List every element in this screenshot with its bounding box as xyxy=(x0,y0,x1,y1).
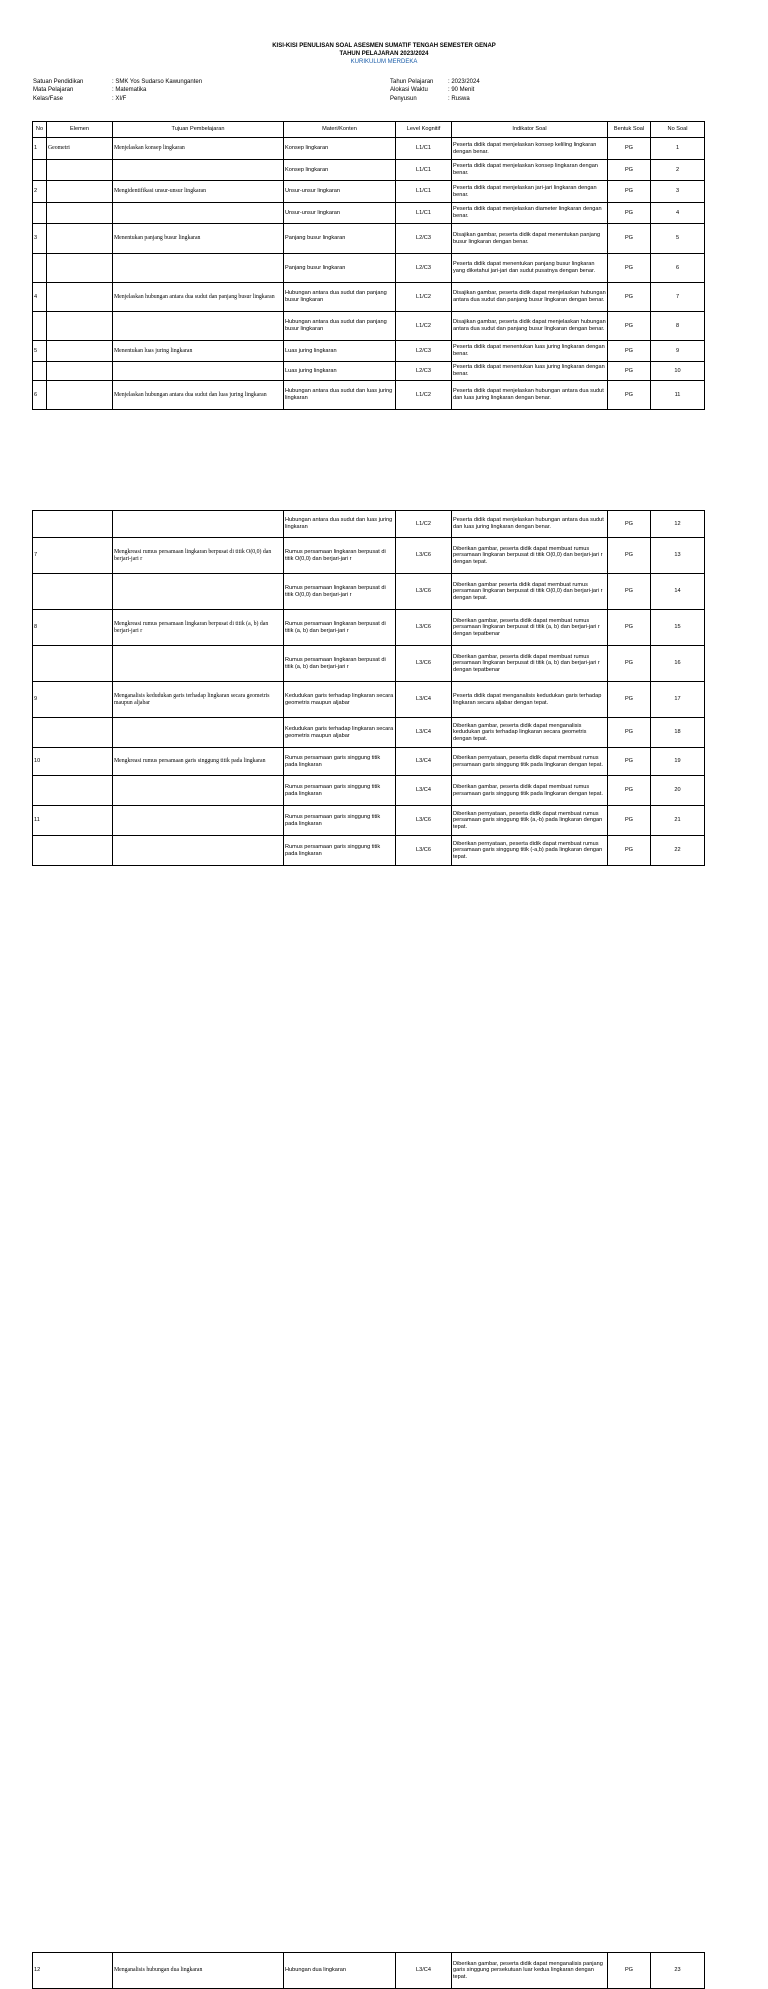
bentuk-cell: PG xyxy=(608,610,651,646)
materi-cell: Rumus persamaan lingkaran berpusat di titik (a, b) dan berjari-jari r xyxy=(284,610,396,646)
nosoal-cell: 15 xyxy=(651,610,705,646)
level-cell: L3/C4 xyxy=(396,718,452,748)
nosoal-cell: 19 xyxy=(651,748,705,776)
tujuan-cell: Menjelaskan hubungan antara dua sudut dan luas juring lingkaran xyxy=(113,381,284,410)
nosoal-cell: 20 xyxy=(651,776,705,806)
bentuk-cell: PG xyxy=(608,138,651,160)
row-number: 3 xyxy=(33,224,47,254)
table-row xyxy=(33,341,705,362)
indikator-cell: Disajikan gambar, peserta didik dapat menentukan panjang busur lingkaran dengan benar. xyxy=(452,224,608,254)
table-row xyxy=(33,254,705,283)
row-number: 9 xyxy=(33,682,113,718)
nosoal-cell: 6 xyxy=(651,254,705,283)
bentuk-cell: PG xyxy=(608,341,651,362)
nosoal-cell: 12 xyxy=(651,511,705,538)
materi-cell: Rumus persamaan lingkaran berpusat di titik O(0,0) dan berjari-jari r xyxy=(284,574,396,610)
grid-table-page-2 xyxy=(32,510,705,866)
row-number: 4 xyxy=(33,283,47,312)
nosoal-cell: 7 xyxy=(651,283,705,312)
indikator-cell: Diberikan gambar, peserta didik dapat membuat rumus persamaan lingkaran berpusat di titik (a, b) dan berjari-jari r dengan tepatbenar xyxy=(452,610,608,646)
meta-label: Penyusun xyxy=(390,95,417,102)
table-row xyxy=(33,574,705,610)
row-number xyxy=(33,836,113,866)
level-cell: L1/C2 xyxy=(396,283,452,312)
meta-right xyxy=(390,78,480,103)
elemen-cell xyxy=(47,203,113,224)
meta-label: Tahun Pelajaran xyxy=(390,79,434,85)
materi-cell: Luas juring lingkaran xyxy=(284,341,396,362)
table-row xyxy=(33,138,705,160)
table-row xyxy=(33,224,705,254)
row-number: 2 xyxy=(33,181,47,203)
table-row xyxy=(33,646,705,682)
table-row xyxy=(33,776,705,806)
nosoal-cell: 21 xyxy=(651,806,705,836)
tujuan-cell: Mengkreasi rumus persamaan garis singgung titik pada lingkaran xyxy=(113,748,284,776)
meta-label: Satuan Pendidikan xyxy=(33,79,84,85)
document-header xyxy=(0,42,768,66)
column-header: No Soal xyxy=(651,122,705,138)
tujuan-cell xyxy=(113,254,284,283)
nosoal-cell: 13 xyxy=(651,538,705,574)
bentuk-cell: PG xyxy=(608,254,651,283)
document-year: TAHUN PELAJARAN 2023/2024 xyxy=(339,51,429,57)
level-cell: L2/C3 xyxy=(396,254,452,283)
table-row xyxy=(33,203,705,224)
row-number: 10 xyxy=(33,748,113,776)
materi-cell: Hubungan antara dua sudut dan panjang busur lingkaran xyxy=(284,312,396,341)
materi-cell: Kedudukan garis terhadap lingkaran secara geometris maupun aljabar xyxy=(284,718,396,748)
level-cell: L3/C6 xyxy=(396,574,452,610)
table-row xyxy=(33,682,705,718)
meta-value: : SMK Yos Sudarso Kawunganten xyxy=(112,79,203,85)
column-header: Bentuk Soal xyxy=(608,122,651,138)
indikator-cell: Diberikan gambar, peserta didik dapat membuat rumus persamaan garis singgung titik pada lingkaran dengan tepat. xyxy=(452,776,608,806)
table-row xyxy=(33,181,705,203)
table-row xyxy=(33,283,705,312)
materi-cell: Unsur-unsur lingkaran xyxy=(284,181,396,203)
tujuan-cell: Mengkreasi rumus persamaan lingkaran berpusat di titik (a, b) dan berjari-jari r xyxy=(113,610,284,646)
level-cell: L1/C1 xyxy=(396,181,452,203)
table-row xyxy=(33,806,705,836)
nosoal-cell: 17 xyxy=(651,682,705,718)
table-row xyxy=(33,362,705,381)
curriculum-label: KURIKULUM MERDEKA xyxy=(350,59,418,65)
materi-cell: Hubungan antara dua sudut dan luas juring lingkaran xyxy=(284,511,396,538)
row-number: 8 xyxy=(33,610,113,646)
materi-cell: Rumus persamaan garis singgung titik pada lingkaran xyxy=(284,806,396,836)
column-header: Level Kognitif xyxy=(396,122,452,138)
materi-cell: Kedudukan garis terhadap lingkaran secara geometris maupun aljabar xyxy=(284,682,396,718)
tujuan-cell xyxy=(113,312,284,341)
indikator-cell: Peserta didik dapat menjelaskan hubungan antara dua sudut dan luas juring lingkaran dengan benar. xyxy=(452,381,608,410)
meta-value: : Ruswa xyxy=(448,95,470,102)
indikator-cell: Diberikan gambar, peserta didik dapat menganalisis kedudukan garis terhadap lingkaran secara geometris dengan tepat. xyxy=(452,718,608,748)
meta-left xyxy=(33,78,202,103)
bentuk-cell: PG xyxy=(608,312,651,341)
tujuan-cell: Menjelaskan hubungan antara dua sudut dan panjang busur lingkaran xyxy=(113,283,284,312)
indikator-cell: Peserta didik dapat menjelaskan hubungan antara dua sudut dan luas juring lingkaran dengan benar. xyxy=(452,511,608,538)
elemen-cell xyxy=(47,381,113,410)
bentuk-cell: PG xyxy=(608,836,651,866)
indikator-cell: Diberikan gambar, peserta didik dapat membuat rumus persamaan lingkaran berpusat di titik O(0,0) dan berjari-jari r dengan tepat. xyxy=(452,538,608,574)
tujuan-cell xyxy=(113,718,284,748)
bentuk-cell: PG xyxy=(608,362,651,381)
tujuan-cell: Menganalisis kedudukan garis terhadap lingkaran secara geometris maupun aljabar xyxy=(113,682,284,718)
elemen-cell xyxy=(47,341,113,362)
indikator-cell: Peserta didik dapat menentukan panjang busur lingkaran yang diketahui jari-jari dan sudut pusatnya dengan benar. xyxy=(452,254,608,283)
level-cell: L1/C1 xyxy=(396,160,452,181)
table-row xyxy=(33,748,705,776)
tujuan-cell: Menjelaskan konsep lingkaran xyxy=(113,138,284,160)
nosoal-cell: 11 xyxy=(651,381,705,410)
bentuk-cell: PG xyxy=(608,181,651,203)
indikator-cell: Disajikan gambar, peserta didik dapat menjelaskan hubungan antara dua sudut dan panjang busur lingkaran dengan benar. xyxy=(452,312,608,341)
indikator-cell: Peserta didik dapat menentukan luas juring lingkaran dengan benar. xyxy=(452,341,608,362)
meta-label: Alokasi Waktu xyxy=(390,87,428,94)
indikator-cell: Diberikan gambar peserta didik dapat membuat rumus persamaan lingkaran berpusat di titik O(0,0) dan berjari-jari r dengan tepat. xyxy=(452,574,608,610)
grid-table-page-3 xyxy=(32,1952,705,1989)
elemen-cell xyxy=(47,181,113,203)
bentuk-cell: PG xyxy=(608,776,651,806)
bentuk-cell: PG xyxy=(608,203,651,224)
document-title: KISI-KISI PENULISAN SOAL ASESMEN SUMATIF TENGAH SEMESTER GENAP xyxy=(272,43,496,49)
materi-cell: Konsep lingkaran xyxy=(284,138,396,160)
materi-cell: Rumus persamaan lingkaran berpusat di titik (a, b) dan berjari-jari r xyxy=(284,646,396,682)
level-cell: L3/C6 xyxy=(396,610,452,646)
level-cell: L3/C6 xyxy=(396,836,452,866)
materi-cell: Hubungan dua lingkaran xyxy=(284,1953,396,1989)
table-row xyxy=(33,538,705,574)
row-number: 5 xyxy=(33,341,47,362)
row-number xyxy=(33,574,113,610)
elemen-cell xyxy=(47,312,113,341)
level-cell: L1/C2 xyxy=(396,381,452,410)
level-cell: L1/C1 xyxy=(396,203,452,224)
level-cell: L3/C4 xyxy=(396,1953,452,1989)
nosoal-cell: 10 xyxy=(651,362,705,381)
indikator-cell: Diberikan gambar, peserta didik dapat membuat rumus persamaan lingkaran berpusat di titik (a, b) dan berjari-jari r dengan tepatbenar xyxy=(452,646,608,682)
nosoal-cell: 5 xyxy=(651,224,705,254)
level-cell: L1/C1 xyxy=(396,138,452,160)
level-cell: L3/C6 xyxy=(396,538,452,574)
column-header: Tujuan Pembelajaran xyxy=(113,122,284,138)
elemen-cell xyxy=(47,254,113,283)
table-row xyxy=(33,312,705,341)
row-number xyxy=(33,776,113,806)
column-header: Elemen xyxy=(47,122,113,138)
level-cell: L3/C4 xyxy=(396,682,452,718)
level-cell: L2/C3 xyxy=(396,341,452,362)
table-row xyxy=(33,718,705,748)
tujuan-cell: Mengidentifikasi unsur-unsur lingkaran xyxy=(113,181,284,203)
nosoal-cell: 16 xyxy=(651,646,705,682)
materi-cell: Konsep lingkaran xyxy=(284,160,396,181)
meta-value: : Matematika xyxy=(112,87,147,94)
materi-cell: Panjang busur lingkaran xyxy=(284,224,396,254)
elemen-cell: Geometri xyxy=(47,138,113,160)
row-number: 11 xyxy=(33,806,113,836)
level-cell: L3/C4 xyxy=(396,776,452,806)
bentuk-cell: PG xyxy=(608,718,651,748)
row-number xyxy=(33,254,47,283)
bentuk-cell: PG xyxy=(608,646,651,682)
nosoal-cell: 18 xyxy=(651,718,705,748)
column-header: Materi/Konten xyxy=(284,122,396,138)
tujuan-cell: Menentukan panjang busur lingkaran xyxy=(113,224,284,254)
bentuk-cell: PG xyxy=(608,224,651,254)
indikator-cell: Diberikan gambar, peserta didik dapat menganalisis panjang garis singgung persekutuan luar kedua lingkaran dengan tepat. xyxy=(452,1953,608,1989)
nosoal-cell: 3 xyxy=(651,181,705,203)
elemen-cell xyxy=(47,362,113,381)
nosoal-cell: 8 xyxy=(651,312,705,341)
bentuk-cell: PG xyxy=(608,381,651,410)
meta-value: : 2023/2024 xyxy=(448,79,480,85)
row-number: 12 xyxy=(33,1953,113,1989)
nosoal-cell: 22 xyxy=(651,836,705,866)
level-cell: L1/C2 xyxy=(396,511,452,538)
indikator-cell: Peserta didik dapat menjelaskan konsep lingkaran dengan benar. xyxy=(452,160,608,181)
column-header: No xyxy=(33,122,47,138)
nosoal-cell: 2 xyxy=(651,160,705,181)
indikator-cell: Peserta didik dapat menentukan luas juring lingkaran dengan benar. xyxy=(452,362,608,381)
level-cell: L3/C4 xyxy=(396,748,452,776)
row-number xyxy=(33,312,47,341)
grid-table-page-1 xyxy=(32,121,705,410)
tujuan-cell xyxy=(113,574,284,610)
meta-label: Kelas/Fase xyxy=(33,95,64,102)
row-number: 7 xyxy=(33,538,113,574)
nosoal-cell: 1 xyxy=(651,138,705,160)
row-number xyxy=(33,511,113,538)
materi-cell: Rumus persamaan garis singgung titik pada lingkaran xyxy=(284,776,396,806)
bentuk-cell: PG xyxy=(608,283,651,312)
bentuk-cell: PG xyxy=(608,574,651,610)
tujuan-cell: Menentukan luas juring lingkaran xyxy=(113,341,284,362)
bentuk-cell: PG xyxy=(608,748,651,776)
table-header-row xyxy=(33,122,705,138)
level-cell: L3/C6 xyxy=(396,806,452,836)
tujuan-cell xyxy=(113,776,284,806)
tujuan-cell xyxy=(113,836,284,866)
indikator-cell: Diberikan pernyataan, peserta didik dapat membuat rumus persamaan garis singgung titik pada lingkaran dengan tepat. xyxy=(452,748,608,776)
table-row xyxy=(33,511,705,538)
materi-cell: Panjang busur lingkaran xyxy=(284,254,396,283)
level-cell: L2/C3 xyxy=(396,224,452,254)
level-cell: L2/C3 xyxy=(396,362,452,381)
materi-cell: Rumus persamaan lingkaran berpusat di titik O(0,0) dan berjari-jari r xyxy=(284,538,396,574)
indikator-cell: Disajikan gambar, peserta didik dapat menjelaskan hubungan antara dua sudut dan panjang busur lingkaran dengan benar. xyxy=(452,283,608,312)
meta-label: Mata Pelajaran xyxy=(33,87,74,94)
materi-cell: Rumus persamaan garis singgung titik pada lingkaran xyxy=(284,748,396,776)
bentuk-cell: PG xyxy=(608,806,651,836)
indikator-cell: Peserta didik dapat menjelaskan konsep keliling lingkaran dengan benar. xyxy=(452,138,608,160)
materi-cell: Unsur-unsur lingkaran xyxy=(284,203,396,224)
tujuan-cell xyxy=(113,362,284,381)
bentuk-cell: PG xyxy=(608,160,651,181)
indikator-cell: Peserta didik dapat menjelaskan jari-jari lingkaran dengan benar. xyxy=(452,181,608,203)
bentuk-cell: PG xyxy=(608,511,651,538)
materi-cell: Rumus persamaan garis singgung titik pada lingkaran xyxy=(284,836,396,866)
tujuan-cell xyxy=(113,806,284,836)
table-row xyxy=(33,836,705,866)
indikator-cell: Diberikan pernyataan, peserta didik dapat membuat rumus persamaan garis singgung titik (-a,b) pada lingkaran dengan tepat. xyxy=(452,836,608,866)
materi-cell: Luas juring lingkaran xyxy=(284,362,396,381)
row-number xyxy=(33,718,113,748)
tujuan-cell: Mengkreasi rumus persamaan lingkaran berpusat di titik O(0,0) dan berjari-jari r xyxy=(113,538,284,574)
nosoal-cell: 9 xyxy=(651,341,705,362)
tujuan-cell xyxy=(113,160,284,181)
row-number xyxy=(33,646,113,682)
elemen-cell xyxy=(47,160,113,181)
table-row xyxy=(33,381,705,410)
tujuan-cell xyxy=(113,511,284,538)
elemen-cell xyxy=(47,224,113,254)
row-number: 6 xyxy=(33,381,47,410)
meta-value: : XI/F xyxy=(112,95,127,102)
nosoal-cell: 23 xyxy=(651,1953,705,1989)
row-number: 1 xyxy=(33,138,47,160)
table-row xyxy=(33,1953,705,1989)
nosoal-cell: 14 xyxy=(651,574,705,610)
table-row xyxy=(33,160,705,181)
indikator-cell: Peserta didik dapat menganalisis kedudukan garis terhadap lingkaran secara aljabar dengan tepat. xyxy=(452,682,608,718)
row-number xyxy=(33,160,47,181)
level-cell: L1/C2 xyxy=(396,312,452,341)
tujuan-cell xyxy=(113,203,284,224)
table-row xyxy=(33,610,705,646)
tujuan-cell: Menganalisis hubungan dua lingkaran xyxy=(113,1953,284,1989)
materi-cell: Hubungan antara dua sudut dan luas juring lingkaran xyxy=(284,381,396,410)
column-header: Indikator Soal xyxy=(452,122,608,138)
page-3-clip xyxy=(0,976,768,1980)
row-number xyxy=(33,362,47,381)
row-number xyxy=(33,203,47,224)
indikator-cell: Diberikan pernyataan, peserta didik dapat membuat rumus persamaan garis singgung titik (a,-b) pada lingkaran dengan tepat. xyxy=(452,806,608,836)
bentuk-cell: PG xyxy=(608,682,651,718)
materi-cell: Hubungan antara dua sudut dan panjang busur lingkaran xyxy=(284,283,396,312)
elemen-cell xyxy=(47,283,113,312)
nosoal-cell: 4 xyxy=(651,203,705,224)
meta-value: : 90 Menit xyxy=(448,87,475,94)
indikator-cell: Peserta didik dapat menjelaskan diameter lingkaran dengan benar. xyxy=(452,203,608,224)
bentuk-cell: PG xyxy=(608,538,651,574)
tujuan-cell xyxy=(113,646,284,682)
bentuk-cell: PG xyxy=(608,1953,651,1989)
level-cell: L3/C6 xyxy=(396,646,452,682)
